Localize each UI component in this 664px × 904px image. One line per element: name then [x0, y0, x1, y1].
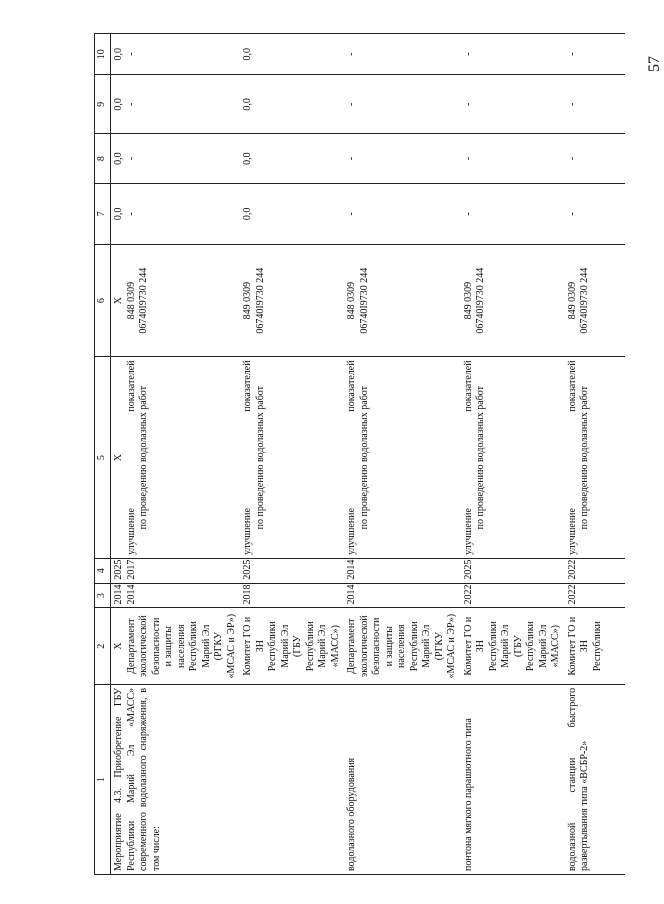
value-cell: - [565, 75, 625, 134]
executor-cell [111, 608, 241, 684]
budget-code-cell [344, 244, 461, 357]
cell-value: показателей [242, 360, 253, 412]
cell-value: Комитет ГО и ЗН [462, 616, 486, 676]
value-cell: - [461, 34, 565, 75]
cell-value: Республики [591, 621, 603, 672]
cell-value: экологической [138, 615, 149, 678]
cell-value [126, 360, 139, 554]
column-header: 3 [95, 583, 111, 608]
cell-value: «МАСС») [329, 625, 341, 668]
start-year-cell: 2022 [565, 583, 625, 608]
budget-code-cell [565, 244, 625, 357]
cell-value: X [113, 297, 124, 305]
cell-value: населения [175, 624, 187, 668]
column-header: 6 [95, 244, 111, 357]
cell-value: по проведению водолазных работ [254, 385, 266, 530]
cell-value: и защиты [163, 625, 174, 667]
cell-value [567, 360, 580, 554]
executor-cell [461, 608, 565, 684]
column-header: 4 [95, 558, 111, 583]
value-cell: - [344, 134, 461, 184]
end-year-cell: 2022 [565, 558, 625, 583]
budget-code-cell [461, 244, 565, 357]
cell-value: 06740I9730 244 [579, 267, 590, 334]
cell-value: - [125, 212, 137, 216]
result-cell [461, 357, 565, 558]
cell-value: Комитет ГО и ЗН [242, 616, 266, 676]
cell-value: «МСАС и ЭР») [446, 613, 457, 679]
table-header-row [95, 34, 111, 875]
cell-value: Марий Эл (РГКУ [421, 624, 445, 668]
end-year-cell: 2025 [461, 558, 565, 583]
result-cell [565, 357, 625, 558]
value-cell: - [565, 134, 625, 184]
cell-value: 06740I9730 244 [254, 267, 266, 334]
value-cell [111, 183, 241, 244]
cell-value: «МАСС») [550, 625, 561, 668]
cell-value: улучшение [462, 508, 474, 555]
cell-value: 849 0309 [462, 281, 474, 320]
measure-description: водолазной станции быстрого развертывания типа «ВСБР-2» [565, 684, 625, 874]
value-cell [111, 134, 241, 184]
cell-value: 2014 [113, 584, 124, 605]
cell-value: 849 0309 [242, 281, 253, 320]
cell-value: 2017 [125, 559, 137, 580]
value-cell: 0,0 [240, 134, 344, 184]
cell-value: экологической [358, 615, 370, 678]
column-header: 5 [95, 357, 111, 558]
column-header: 1 [95, 684, 111, 874]
cell-value: безопасности [371, 617, 382, 675]
cell-value: Марий Эл [317, 624, 328, 668]
result-cell [111, 357, 241, 558]
cell-value: 848 0309 [125, 281, 137, 320]
measure-description: водолазного оборудования [344, 684, 461, 874]
cell-value: улучшение [242, 508, 253, 555]
executor-cell [240, 608, 344, 684]
end-year-cell: 2014 [344, 558, 461, 583]
result-cell [344, 357, 461, 558]
cell-value: улучшение [346, 508, 357, 555]
cell-value: показателей [566, 360, 578, 412]
executor-cell [565, 608, 625, 684]
value-cell: 0,0 [240, 183, 344, 244]
value-cell: - [565, 183, 625, 244]
cell-value: Марий Эл (РГКУ [200, 624, 224, 668]
cell-value: населения [396, 624, 407, 668]
cell-value: - [125, 156, 137, 161]
page-number: 57 [646, 56, 663, 72]
cell-value: Комитет ГО и ЗН [566, 616, 590, 676]
budget-code-cell [111, 244, 241, 357]
value-cell: - [461, 183, 565, 244]
value-cell: - [344, 34, 461, 75]
cell-value [346, 360, 359, 554]
cell-value: Марий Эл [279, 624, 291, 668]
cell-value: 0,0 [113, 47, 124, 61]
cell-value [463, 360, 476, 554]
result-cell [240, 357, 344, 558]
cell-value: показателей [125, 360, 137, 412]
cell-value: 849 0309 [566, 281, 578, 320]
table-row [240, 34, 344, 875]
value-cell: 0,0 [240, 75, 344, 134]
value-cell: - [344, 183, 461, 244]
cell-value: показателей [346, 360, 357, 412]
cell-value: и защиты [383, 625, 395, 667]
column-header: 2 [95, 608, 111, 684]
column-header: 9 [95, 75, 111, 134]
cell-value: улучшение [125, 508, 137, 555]
cell-value: Республики [487, 621, 499, 672]
cell-value: 06740I9730 244 [138, 267, 149, 334]
cell-value: 0,0 [113, 98, 124, 111]
cell-value: Республики [188, 621, 199, 672]
cell-value: X [113, 454, 124, 462]
budget-code-cell [240, 244, 344, 357]
cell-value: 2014 [125, 584, 137, 605]
cell-value: по проведению водолазных работ [358, 385, 370, 530]
cell-value: по проведению водолазных работ [138, 385, 149, 530]
measure-description [240, 684, 344, 874]
table-row [111, 34, 241, 875]
measure-description: Мероприятие 4.3. Приобретение ГБУ Республики Марий Эл «МАСС» современного водолазного снаряжения, в том числе: [111, 684, 241, 874]
cell-value: 2025 [113, 559, 124, 580]
start-year-cell: 2022 [461, 583, 565, 608]
cell-value: 06740I9730 244 [475, 267, 486, 334]
cell-value: 0,0 [113, 152, 124, 165]
cell-value: улучшение [566, 508, 578, 555]
cell-value: (ГБУ Республики [512, 621, 536, 672]
cell-value: Республики [408, 621, 420, 672]
value-cell: - [344, 75, 461, 134]
cell-value: 848 0309 [346, 281, 357, 320]
cell-value: 0,0 [113, 207, 124, 221]
table-row [344, 34, 461, 875]
value-cell: 0,0 [240, 34, 344, 75]
cell-value: Департамент [346, 618, 357, 674]
cell-value: - [125, 52, 137, 56]
executor-cell [344, 608, 461, 684]
cell-value: Республики [267, 621, 278, 672]
value-cell: - [461, 75, 565, 134]
column-header: 7 [95, 183, 111, 244]
cell-value: безопасности [150, 617, 162, 675]
value-cell [111, 34, 241, 75]
program-table [94, 33, 625, 875]
cell-value: показателей [462, 360, 474, 412]
column-header: 10 [95, 34, 111, 75]
measure-description: понтона мягкого парашютного типа [461, 684, 565, 874]
start-year-cell: 2018 [240, 583, 344, 608]
cell-value: по проведению водолазных работ [579, 385, 590, 530]
value-cell: - [461, 134, 565, 184]
cell-value [242, 360, 255, 554]
end-year-cell [111, 558, 241, 583]
cell-value: - [125, 102, 137, 107]
table-row [565, 34, 625, 875]
cell-value: 06740I9730 244 [358, 267, 370, 334]
end-year-cell: 2025 [240, 558, 344, 583]
cell-value: «МСАС и ЭР») [225, 613, 237, 679]
value-cell [111, 75, 241, 134]
value-cell: - [565, 34, 625, 75]
rotated-table-container [94, 33, 614, 875]
table-row [461, 34, 565, 875]
cell-value: X [113, 642, 124, 650]
cell-value: Марий Эл [500, 624, 511, 668]
cell-value: по проведению водолазных работ [475, 385, 486, 530]
start-year-cell: 2014 [344, 583, 461, 608]
start-year-cell [111, 583, 241, 608]
cell-value: (ГБУ Республики [292, 621, 316, 672]
column-header: 8 [95, 134, 111, 184]
cell-value: Марий Эл [537, 624, 549, 668]
cell-value: Департамент [125, 618, 137, 674]
